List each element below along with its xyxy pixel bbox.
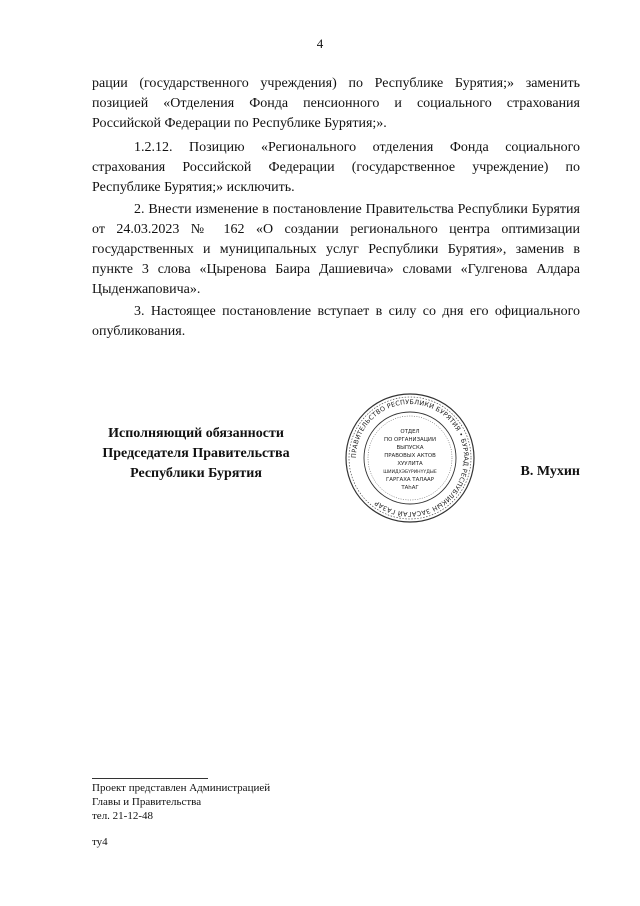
signer-position-line: Исполняющий обязанности [108,426,284,441]
paragraph-3: 2. Внести изменение в постановление Правительства Республики Бурятия от 24.03.2023 № 162 «О создании регионального центра оптимизации государственных и муниципальных услуг Республики Бурятия», заменив в пункте 3 слова «Цыренова Баира Дашиевича» словами «Гулгенова Алдара Цыденжаповича». [92,202,580,297]
svg-text:ПРАВИТЕЛЬСТВО РЕСПУБЛИКИ БУРЯТ: ПРАВИТЕЛЬСТВО РЕСПУБЛИКИ БУРЯТИЯ • БУРЯАД РЕСПУБЛИКЫН ЗАСАГАЙ ГАЗАР [349,397,471,519]
svg-text:ПО ОРГАНИЗАЦИИ: ПО ОРГАНИЗАЦИИ [384,437,436,443]
footer-line: Проект представлен Администрацией [92,782,271,794]
svg-text:ВЫПУСКА: ВЫПУСКА [396,445,424,451]
document-code: ту4 [92,836,108,848]
page-number: 4 [316,36,324,51]
footer-phone: тел. 21-12-48 [92,810,154,822]
footer-line: Главы и Правительства [92,796,202,808]
footer-note [92,781,270,823]
footer-divider [92,778,208,779]
signer-position-line: Республики Бурятия [130,466,262,481]
svg-text:ОТДЕЛ: ОТДЕЛ [400,429,420,435]
official-seal-icon [344,392,476,524]
paragraph-2: 1.2.12. Позицию «Регионального отделения Фонда социального страхования Российской Федерации (государственное учреждение) по Республике Бурятия;» исключить. [92,140,580,195]
paragraph-1: рации (государственного учреждения) по Республике Бурятия;» заменить позицией «Отделения Фонда пенсионного и социального страхования Российской Федерации по Республике Бурятия;». [92,76,580,131]
svg-text:ГАРГАХА ТАЛААР: ГАРГАХА ТАЛААР [386,477,434,483]
svg-text:ТАһАГ: ТАһАГ [401,485,419,491]
paragraph-4: 3. Настоящее постановление вступает в силу со дня его официального опубликования. [92,304,580,339]
svg-text:ХУУЛИТА: ХУУЛИТА [397,461,423,467]
signer-position-line: Председателя Правительства [102,446,290,461]
signer-name: В. Мухин [520,464,580,479]
signer-position [88,424,304,484]
svg-text:ШИИДХЭБҮРИНҮҮДЫЕ: ШИИДХЭБҮРИНҮҮДЫЕ [383,470,437,475]
svg-text:ПРАВОВЫХ АКТОВ: ПРАВОВЫХ АКТОВ [384,453,436,459]
